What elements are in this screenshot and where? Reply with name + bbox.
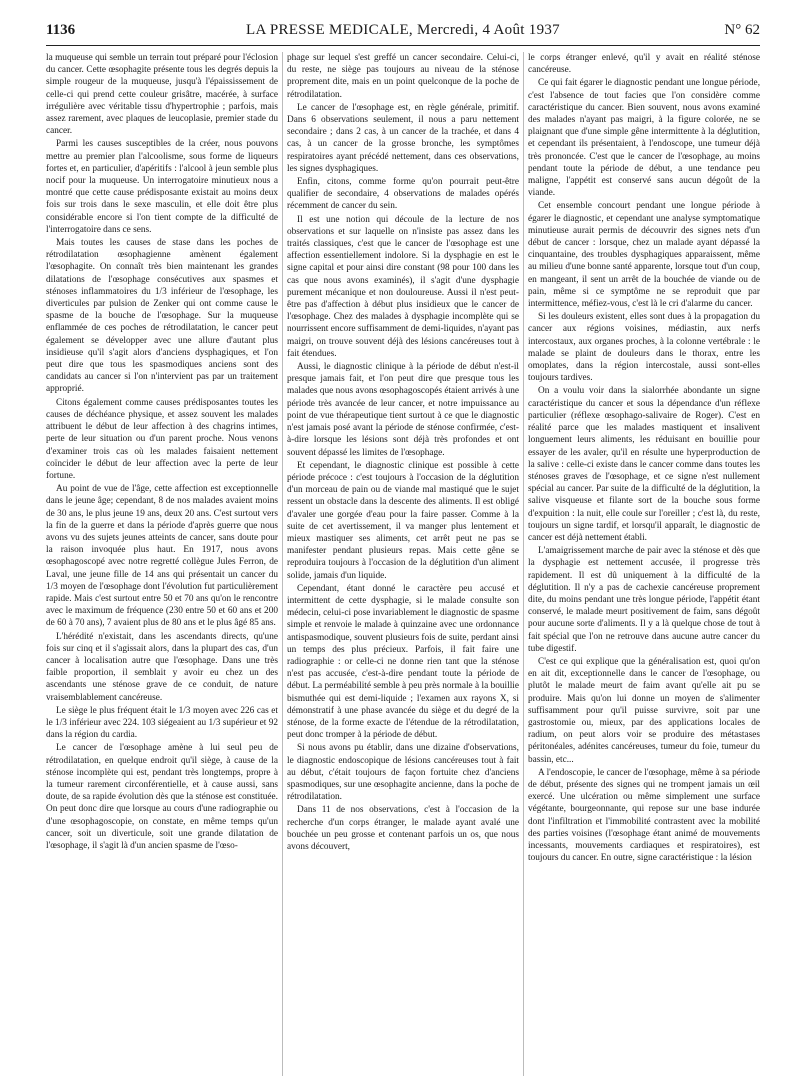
paragraph: Le cancer de l'œsophage amène à lui seul peu de rétrodilatation, en quelque endroit qu'il siège, à cause de la sténose incomplète qui est, pendant très longtemps, propre à la tumeur rarement circonférentielle, et à cause aussi, sans doute, de sa rapide évolution dès que la sténose est constituée. On peut donc dire que lorsque au cours d'une radiographie ou d'une œsophagoscopie, on constate, en même temps qu'un cancer, soit un diverticule, soit une grande dilatation de l'œsophage, il s'agit là d'un ancien spasme de l'œso- — [46, 743, 278, 851]
paragraph: L'amaigrissement marche de pair avec la sténose et dès que la dysphagie est nettement accusée, il progresse très rapidement. Il est dû uniquement à la difficulté de la déglutition. Il n'y a pas de cachexie cancéreuse proprement dite, du moins pendant une très longue période, l'appétit étant conservé, le malade meurt positivement de faim, sans dégoût pour aucune sorte d'aliments. Il y a là quelque chose de tout à fait spécial que l'on ne retrouve dans aucune autre cancer du tube digestif. — [528, 546, 760, 654]
text-column-2 — [287, 52, 519, 1082]
text-column-3 — [528, 52, 760, 1082]
paragraph: Si les douleurs existent, elles sont dues à la propagation du cancer aux régions voisines, médiastin, aux nerfs intercostaux, aux organes proches, à la colonne vertébrale : le malade se plaint de douleurs dans le thorax, entre les omoplates, dans la région intercostale, aussi sont-elles toujours tardives. — [528, 312, 760, 384]
column-divider — [523, 52, 524, 1076]
paragraph: Le cancer de l'œsophage est, en règle générale, primitif. Dans 6 observations seulement, il nous a paru nettement secondaire ; dans 2 cas, à un cancer de la trachée, et dans 4 cas, à un cancer de la grosse bronche, les symptômes respiratoires ayant précédé nettement, dans ces observations, les signes dysphagiques. — [287, 102, 519, 174]
paragraph: Si nous avons pu établir, dans une dizaine d'observations, le diagnostic endoscopique de lésions cancéreuses tout à fait au début, c'était toujours de façon fortuite chez d'anciens spasmodiques, sur une œsophagite ancienne, dans la poche de rétrodilatation. — [287, 743, 519, 803]
paragraph: On a voulu voir dans la sialorrhée abondante un signe caractéristique du cancer et sous la dépendance d'un réflexe particulier (réflexe œsophago-salivaire de Roger). C'est en réalité parce que les malades mastiquent et insalivent longuement leurs aliments, les réduisant en bouillie pour essayer de les avaler, qu'il en résulte une hyperproduction de la salive : celle-ci existe dans le cancer comme dans toutes les sténoses graves de l'œsophage, et ce signe n'est nullement spécial au cancer. Par suite de la difficulté de la déglutition, la salive visqueuse et filante sort de la bouche sous forme d'expuition : la nuit, elle coule sur l'oreiller ; c'est là, du reste, toujours un signe tardif, et lorsqu'il apparaît, le diagnostic de cancer est déjà nettement établi. — [528, 386, 760, 543]
text-column-1 — [46, 52, 278, 1082]
header-rule — [46, 45, 760, 46]
paragraph: Cependant, étant donné le caractère peu accusé et intermittent de cette dysphagie, si le malade consulte son médecin, celui-ci pose invariablement le diagnostic de spasme simple et renvoie le malade à quinzaine avec une ordonnance antispasmodique, souvent plusieurs fois de suite, perdant ainsi un temps des plus précieux. Parfois, il fait faire une radiographie : or celle-ci ne donne rien tant que la sténose n'est pas accusée, c'est-à-dire pendant toute la période de début. La perméabilité semble à peu près normale à la bouillie bismuthée qui est demi-liquide ; l'examen aux rayons X, si démonstratif à une phase avancée du siège et du degré de la sténose, de la forme exacte de l'étendue de la rétrodilatation, peut donc tromper à la période de début. — [287, 583, 519, 741]
paragraph: L'hérédité n'existait, dans les ascendants directs, qu'une fois sur cinq et il s'agissait alors, dans la plupart des cas, d'un cancer à localisation autre que l'œsophage. Dans une très faible proportion, il semblait y avoir eu chez un des ascendants une sténose grave de ce conduit, de nature vraisemblablement cancéreuse. — [46, 631, 278, 703]
paragraph: Au point de vue de l'âge, cette affection est exceptionnelle dans le jeune âge; cependant, 8 de nos malades avaient moins de 30 ans, le plus jeune 19 ans, deux 20 ans. C'est surtout vers la fin de la guerre et dans la période d'après guerre que nous avons vu des sujets jeunes atteints de cancer, sans doute pour la raison invoquée plus haut. En 1917, nous avons œsophagoscopé avec notre regretté collègue Jules Ferron, de Laval, une jeune fille de 14 ans qui présentait un cancer du 1/3 moyen de l'œsophage dont l'évolution fut particulièrement rapide. Mais c'est surtout entre 50 et 70 ans qu'on le rencontre avec le maximum de fréquence (230 entre 50 et 60 ans et 200 de 60 à 70 ans), 7 avaient plus de 80 ans et le plus âgé 85 ans. — [46, 484, 278, 629]
paragraph: Il est une notion qui découle de la lecture de nos observations et sur laquelle on n'insiste pas assez dans les traités classiques, c'est que le cancer de l'œsophage est une affection essentiellement indolore. Si la dysphagie en est le signe capital et pour ainsi dire constant (98 pour 100 dans les cas que nous avons examinés), il s'agit d'une dysphagie purement mécanique et non douloureuse. Aussi il n'est peut-être pas d'affection à début plus insidieux que le cancer de l'œsophage. Chez des malades à dysphagie incomplète qui se nourrissent encore suffisamment de demi-liquides, n'ayant pas maigri, on trouve souvent déjà des lésions cancéreuses tout à fait étendues. — [287, 214, 519, 359]
paragraph: phage sur lequel s'est greffé un cancer secondaire. Celui-ci, du reste, ne siège pas toujours au niveau de la sténose proprement dite, mais en un point quelconque de la poche de rétrodilatation. — [287, 53, 519, 100]
paragraph: Parmi les causes susceptibles de la créer, nous pouvons mettre au premier plan l'alcoolisme, sous forme de liqueurs fortes et, en particulier, d'apéritifs : l'alcool à jeun semble plus nocif pour la muqueuse. Un interrogatoire minutieux nous a montré que cette cause prédisposante existait au moins deux fois sur trois dans le sexe masculin, et elle doit être plus considérable encore si l'on tient compte de la difficulté de l'interrogatoire dans ce sens. — [46, 139, 278, 235]
paragraph: la muqueuse qui semble un terrain tout préparé pour l'éclosion du cancer. Cette œsophagite présente tous les degrés depuis la simple rougeur de la muqueuse, jusqu'à l'épaississement de celle-ci qui prend cette couleur grisâtre, macérée, à surface irrégulière avec véritable tissu d'hypertrophie ; parfois, mais assez rarement, avec plaques de leucoplasie, premier stade du cancer. — [46, 53, 278, 137]
paragraph: A l'endoscopie, le cancer de l'œsophage, même à sa période de début, présente des signes qui ne trompent jamais un œil exercé. Une ulcération ou même simplement une surface végétante, bourgeonnante, qui repose sur une base indurée dont l'infiltration et l'immobilité contrastent avec la mobilité des parties voisines (l'œsophage étant animé de mouvements incessants, mouvements cardiaques et respiratoires), est toujours du cancer. En outre, signe caractéristique : la lésion — [528, 767, 760, 864]
column-divider — [282, 52, 283, 1076]
paragraph: Ce qui fait égarer le diagnostic pendant une longue période, c'est l'absence de tout facies que l'on considère comme caractéristique du cancer. Bien souvent, nous avons examiné des malades n'ayant pas maigri, à la figure colorée, ne se plaignant que d'une simple gêne intermittente à la déglutition, et cependant ils présentaient, à l'endoscope, une tumeur déjà très prononcée. C'est que le cancer de l'œsophage, au moins pendant toute la période de début, a une tendance peu maligne, l'appétit est conservé sans aucun dégoût de la viande. — [528, 78, 760, 199]
page-number: 1136 — [46, 22, 76, 38]
paragraph: C'est ce qui explique que la généralisation est, quoi qu'on en ait dit, exceptionnelle dans le cancer de l'œsophage, ou plutôt le malade meurt de faim avant qu'elle ait pu se produire. Mais qu'on lui donne un moyen de s'alimenter suffisamment pour qu'il puisse survivre, soit par une gastrostomie ou, mieux, par des applications locales de radium, on peut alors voir se produire des métastases péritonéales, adénites cancéreuses, tumeur du foie, tumeur du bassin, etc... — [528, 656, 760, 765]
paragraph: Citons également comme causes prédisposantes toutes les causes de déchéance physique, et assez souvent les malades attribuent le début de leur affection à des chagrins intimes, perte de leur situation ou d'un parent proche. Nous venons d'examiner trois cas où les malades faisaient nettement coïncider le début de leur affection avec la perte de leur fortune. — [46, 397, 278, 481]
paragraph: Le siège le plus fréquent était le 1/3 moyen avec 226 cas et le 1/3 inférieur avec 224. 103 siégeaient au 1/3 supérieur et 92 dans la région du cardia. — [46, 705, 278, 741]
paragraph: Dans 11 de nos observations, c'est à l'occasion de la recherche d'un corps étranger, le malade ayant avalé une bouchée un peu grosse et contenant parfois un os, que nous avons découvert, — [287, 805, 519, 852]
issue-number: N° 62 — [724, 22, 760, 38]
page-header — [46, 22, 760, 42]
journal-title: LA PRESSE MEDICALE, Mercredi, 4 Août 1937 — [246, 22, 560, 38]
paragraph: le corps étranger enlevé, qu'il y avait en réalité sténose cancéreuse. — [528, 53, 760, 76]
paragraph: Aussi, le diagnostic clinique à la période de début n'est-il presque jamais fait, et l'on peut dire que presque tous les malades que nous avons œsophagoscopés étaient arrivés à une période très avancée de leur cancer, et notre impuissance au point de vue thérapeutique tient surtout à ce que le diagnostic n'est jamais posé avant la période de sténose confirmée, c'est-à-dire lorsque les lésions sont déjà très profondes et ont souvent dépassé les limites de l'œsophage. — [287, 362, 519, 458]
paragraph: Mais toutes les causes de stase dans les poches de rétrodilatation œsophagienne amènent également l'œsophagite. On connaît très bien maintenant les grandes dilatations de l'œsophage consécutives aux spasmes et sténoses inflammatoires du 1/3 inférieur de l'œsophage, les diverticules par pulsion de Zenker qui ont comme cause le spasme de la bouche de l'œsophage. Sur la muqueuse enflammée de ces poches de rétrodilatation, le cancer peut également se développer avec une allure d'autant plus insidieuse qu'il s'agit alors d'anciens dysphagiques, et l'on peut dire que tous les spasmodiques anciens sont des candidats au cancer si l'on n'intervient pas par un traitement approprié. — [46, 238, 278, 395]
paragraph: Enfin, citons, comme forme qu'on pourrait peut-être qualifier de secondaire, 4 observations de malades opérés récemment de cancer du sein. — [287, 177, 519, 212]
paragraph: Et cependant, le diagnostic clinique est possible à cette période précoce : c'est toujours à l'occasion de la déglutition d'un morceau de pain ou de viande mal mastiqué que le sujet ressent un obstacle dans la descente des aliments. Il est obligé d'avaler une gorgée d'eau pour la faire passer. Comme à la suite de cet avertissement, il va manger plus lentement et mieux mastiquer ses aliments, cet arrêt peut ne pas se manifester pendant plusieurs repas. Mais cette gêne se reproduira toujours à l'occasion de la déglutition d'un aliment solide, jamais d'un liquide. — [287, 460, 519, 581]
paragraph: Cet ensemble concourt pendant une longue période à égarer le diagnostic, et cependant une analyse symptomatique minutieuse aurait permis de découvrir des signes nets d'un début de cancer : lorsque, chez un malade ayant dépassé la cinquantaine, des troubles dysphagiques apparaissent, même au milieu d'une bonne santé apparente, lorsque tout d'un coup, en mangeant, il sent un arrêt de la bouchée de viande ou de pain, même si ce symptôme ne se reproduit que par intermittence, méfiez-vous, c'est là le cri d'alarme du cancer. — [528, 201, 760, 310]
